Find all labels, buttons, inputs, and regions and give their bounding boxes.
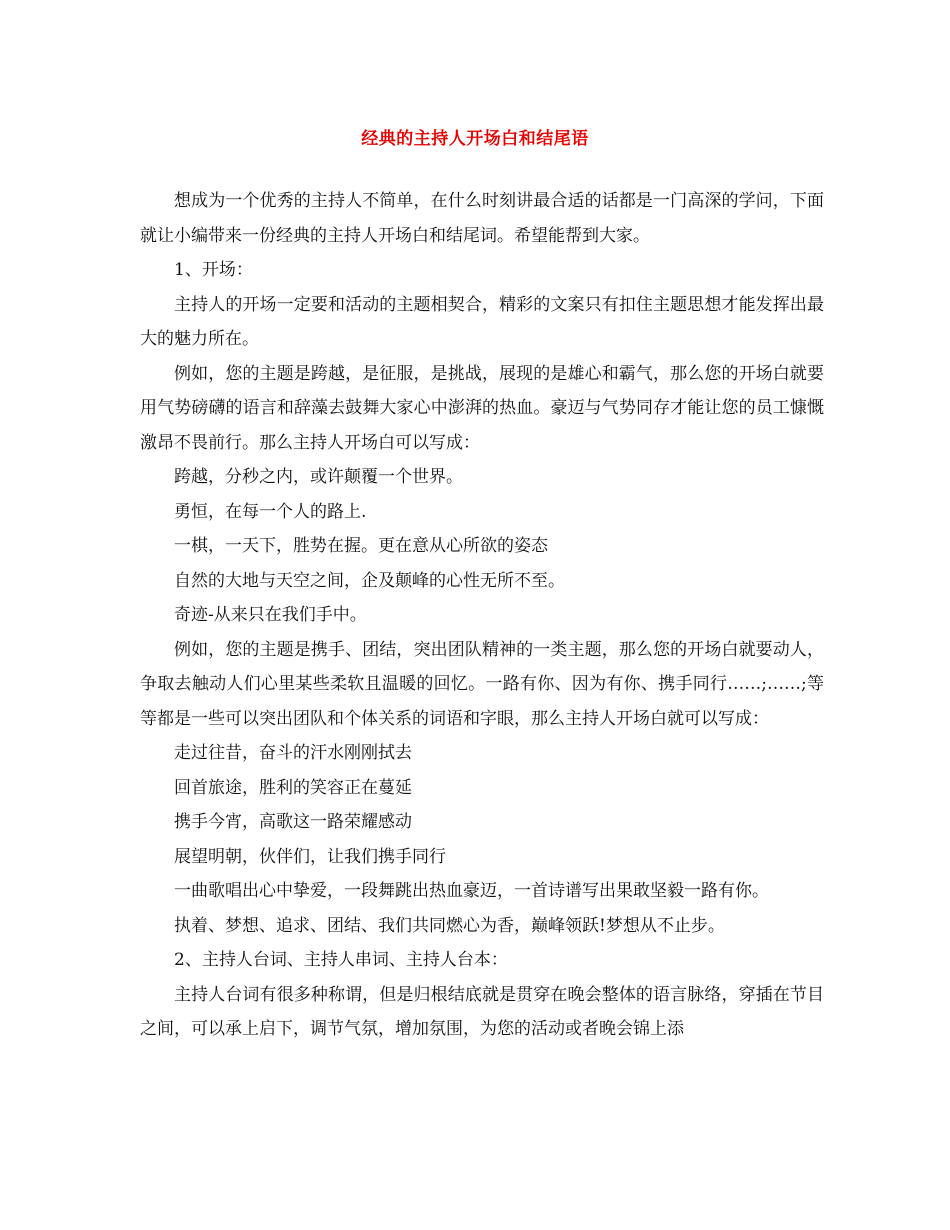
verse-line: 走过往昔，奋斗的汗水刚刚拭去	[174, 743, 412, 763]
document-title: 经典的主持人开场白和结尾语	[361, 129, 589, 149]
paragraph: 想成为一个优秀的主持人不简单，在什么时刻讲最合适的话都是一门高深的学问，下面就让小编带来一份经典的主持人开场白和结尾词。希望能帮到大家。	[140, 191, 824, 246]
verse-line: 一棋，一天下，胜势在握。更在意从心所欲的姿态	[174, 536, 548, 556]
verse-line: 自然的大地与天空之间，企及颠峰的心性无所不至。	[174, 570, 565, 591]
verse-line: 展望明朝，伙伴们，让我们携手同行	[174, 846, 446, 867]
verse-line: 回首旅途，胜利的笑容正在蔓延	[174, 777, 412, 798]
verse-line: 奇迹-从来只在我们手中。	[174, 605, 367, 625]
paragraph: 例如，您的主题是携手、团结，突出团队精神的一类主题，那么您的开场白就要动人，争取去触动人们心里某些柔软且温暖的回忆。一路有你、因为有你、携手同行……;……;等等都是一些可以突出团队和个体关系的词语和字眼，那么主持人开场白就可以写成：	[140, 639, 824, 729]
paragraph: 例如，您的主题是跨越，是征服，是挑战，展现的是雄心和霸气，那么您的开场白就要用气势磅礴的语言和辞藻去鼓舞大家心中澎湃的热血。豪迈与气势同存才能让您的员工慷慨激昂不畏前行。那么主持人开场白可以写成：	[140, 363, 824, 453]
section-heading-script: 2、主持人台词、主持人串词、主持人台本：	[174, 950, 508, 970]
document-body	[140, 184, 824, 1047]
section-heading-opening: 1、开场：	[174, 260, 253, 280]
verse-line: 执着、梦想、追求、团结、我们共同燃心为香，巅峰领跃!梦想从不止步。	[174, 915, 725, 936]
paragraph: 主持人台词有很多种称谓，但是归根结底就是贯穿在晚会整体的语言脉络，穿插在节目之间，可以承上启下，调节气氛，增加氛围，为您的活动或者晚会锦上添	[140, 984, 824, 1039]
verse-line: 跨越，分秒之内，或许颠覆一个世界。	[174, 467, 463, 487]
verse-line: 勇恒，在每一个人的路上.	[174, 501, 367, 522]
verse-line: 一曲歌唱出心中挚爱，一段舞跳出热血豪迈，一首诗谱写出果敢坚毅一路有你。	[174, 881, 769, 901]
paragraph: 主持人的开场一定要和活动的主题相契合，精彩的文案只有扣住主题思想才能发挥出最大的魅力所在。	[140, 294, 824, 349]
verse-line: 携手今宵，高歌这一路荣耀感动	[174, 812, 412, 832]
